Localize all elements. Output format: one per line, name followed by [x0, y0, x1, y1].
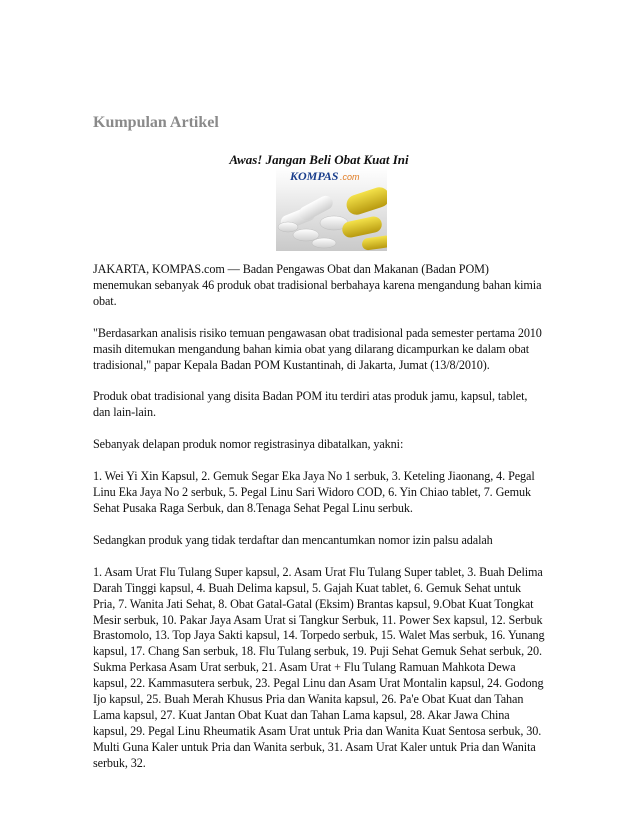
section-title: Kumpulan Artikel	[93, 114, 219, 131]
article-paragraph: 1. Asam Urat Flu Tulang Super kapsul, 2. Asam Urat Flu Tulang Super tablet, 3. Buah Delima Darah Tinggi kapsul, 4. Buah Delima kapsul, 5. Gajah Kuat tablet, 6. Gemuk Sehat untuk Pria, 7. Wanita Jati Sehat, 8. Obat Gatal-Gatal (Eksim) Brantas kapsul, 9.Obat Kuat Tongkat Mesir serbuk, 10. Pakar Jaya Asam Urat si Tangkur Serbuk, 11. Power Sex kapsul, 12. Serbuk Brastomolo, 13. Top Jaya Sakti kapsul, 14. Torpedo serbuk, 15. Walet Mas serbuk, 16. Yunang kapsul, 17. Chang San serbuk, 18. Flu Tulang serbuk, 19. Puji Sehat Gemuk Sehat serbuk, 20. Sukma Perkasa Asam Urat serbuk, 21. Asam Urat + Flu Tulang Ramuan Mahkota Dewa kapsul, 22. Kammasutera serbuk, 23. Pegal Linu dan Asam Urat Montalin kapsul, 24. Godong Ijo kapsul, 25. Buah Merah Khusus Pria dan Wanita kapsul, 26. Pa'e Obat Kuat dan Tahan Lama kapsul, 27. Kuat Jantan Obat Kuat dan Tahan Lama kapsul, 28. Akar Jawa China kapsul, 29. Pegal Linu Rheumatik Asam Urat untuk Pria dan Wanita Kuat Sentosa serbuk, 30. Multi Guna Kaler untuk Pria dan Wanita serbuk, 31. Asam Urat Kaler untuk Pria dan Wanita serbuk, 32.	[93, 564, 545, 770]
pills-photo-icon	[276, 167, 387, 251]
article-paragraph: "Berdasarkan analisis risiko temuan pengawasan obat tradisional pada semester pertama 2010 masih ditemukan mengandung bahan kimia obat yang dilarang dicampurkan ke dalam obat tradisional," papar Kepala Badan POM Kustantinah, di Jakarta, Jumat (13/8/2010).	[93, 325, 542, 372]
article-image	[276, 167, 387, 251]
kompas-logo: KOMPAS	[290, 169, 339, 183]
article-body	[93, 262, 545, 788]
kompas-logo-suffix: .com	[340, 172, 360, 182]
article-title: Awas! Jangan Beli Obat Kuat Ini	[229, 152, 409, 167]
article-paragraph: JAKARTA, KOMPAS.com — Badan Pengawas Obat dan Makanan (Badan POM) menemukan sebanyak 46 produk obat tradisional berbahaya karena mengandung bahan kimia obat.	[93, 262, 542, 308]
article-paragraph: Produk obat tradisional yang disita Badan POM itu terdiri atas produk jamu, kapsul, tablet, dan lain-lain.	[93, 389, 528, 420]
article-paragraph: Sedangkan produk yang tidak terdaftar dan mencantumkan nomor izin palsu adalah	[93, 532, 493, 547]
article-paragraph: Sebanyak delapan produk nomor registrasinya dibatalkan, yakni:	[93, 437, 404, 452]
article-paragraph: 1. Wei Yi Xin Kapsul, 2. Gemuk Segar Eka Jaya No 1 serbuk, 3. Keteling Jiaonang, 4. Pegal Linu Eka Jaya No 2 serbuk, 5. Pegal Linu Sari Widoro COD, 6. Yin Chiao tablet, 7. Gemuk Sehat Pusaka Raga Serbuk, dan 8.Tenaga Sehat Pegal Linu serbuk.	[93, 469, 535, 515]
